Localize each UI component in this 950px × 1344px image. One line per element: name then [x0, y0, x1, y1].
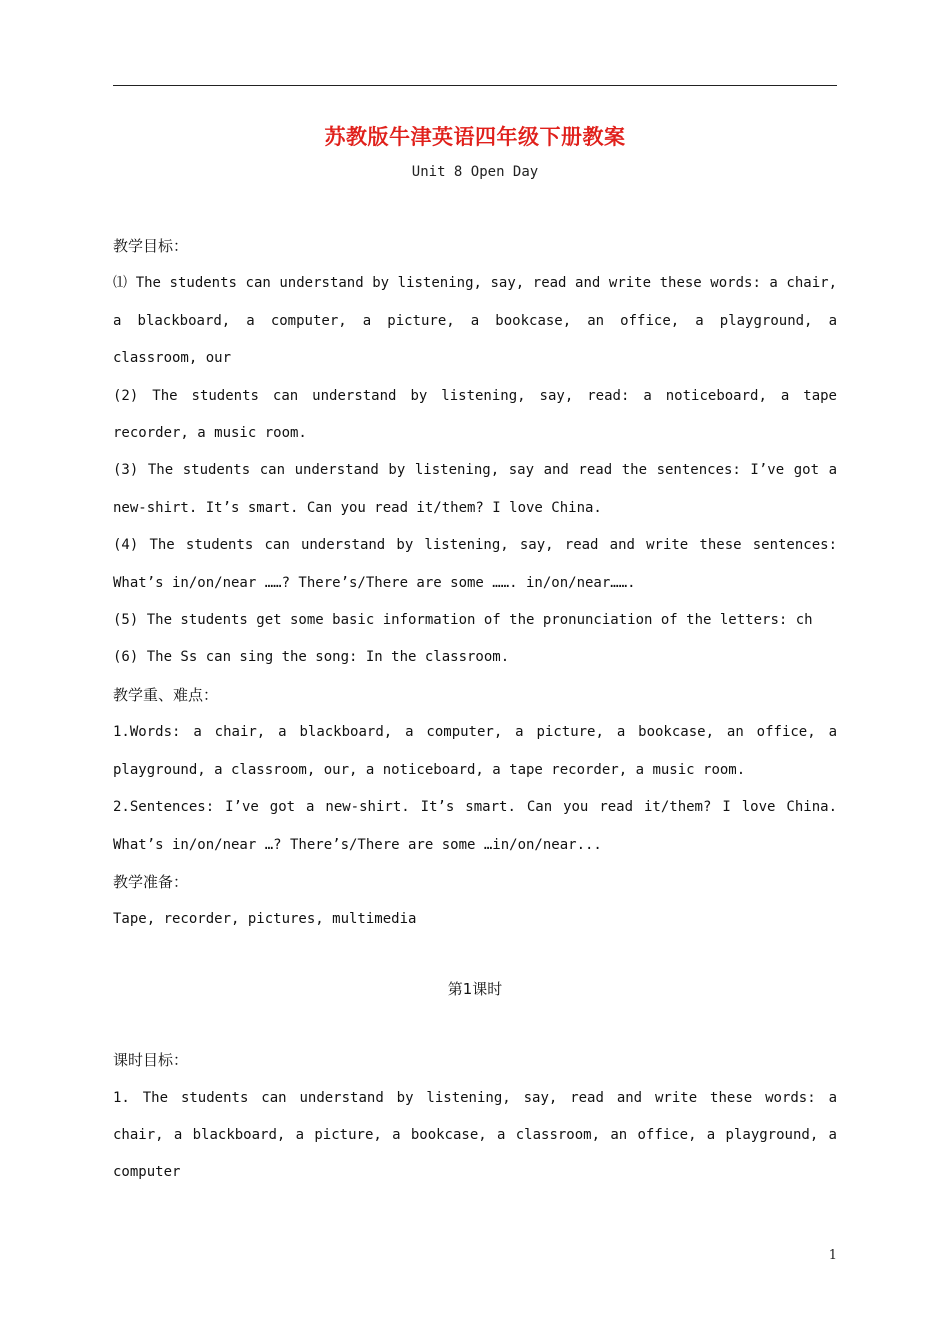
key-point-item: 1.Words: a chair, a blackboard, a computer, a picture, a bookcase, an office, a playground, a classroom, our, a noticeboard, a tape recorder, a music room. — [113, 724, 837, 778]
objectives-heading: 教学目标： — [113, 237, 189, 255]
lesson-objective-item: 1. The students can understand by listening, say, read and write these words: a chair, a blackboard, a picture, a bookcase, a classroom, an office, a playground, a computer — [113, 1089, 837, 1181]
lesson-heading: 第1课时 — [447, 979, 503, 998]
page-number: 1 — [828, 1248, 837, 1263]
objective-item: (3) The students can understand by listening, say and read the sentences: I’ve got a new-shirt. It’s smart. Can you read it/them? I love China. — [113, 462, 837, 516]
objective-item: (6) The Ss can sing the song: In the classroom. — [113, 649, 510, 666]
lesson-objectives-heading: 课时目标： — [113, 1051, 189, 1070]
objective-item: (5) The students get some basic information of the pronunciation of the letters: ch — [113, 612, 813, 629]
document-title: 苏教版牛津英语四年级下册教案 — [324, 125, 626, 149]
key-points-heading: 教学重、难点： — [113, 685, 219, 704]
preparation-text: Tape, recorder, pictures, multimedia — [113, 911, 417, 928]
objective-item: (4) The students can understand by listening, say, read and write these sentences: What’s in/on/near ……? There’s/There are some ……. in/on/near……. — [113, 537, 837, 591]
preparation-heading: 教学准备： — [113, 872, 189, 891]
objective-item: (2) The students can understand by listening, say, read: a noticeboard, a tape recorder, a music room. — [113, 387, 837, 442]
document-subtitle: Unit 8 Open Day — [411, 164, 539, 180]
document-body — [113, 228, 837, 1192]
header-rule — [113, 85, 837, 86]
objective-item: ⑴ The students can understand by listening, say, read and write these words: a chair, a blackboard, a computer, a picture, a bookcase, an office, a playground, a classroom, our — [113, 275, 837, 367]
key-point-item: 2.Sentences: I’ve got a new-shirt. It’s smart. Can you read it/them? I love China. What’s in/on/near …? There’s/There are some …in/on/near... — [113, 799, 837, 853]
